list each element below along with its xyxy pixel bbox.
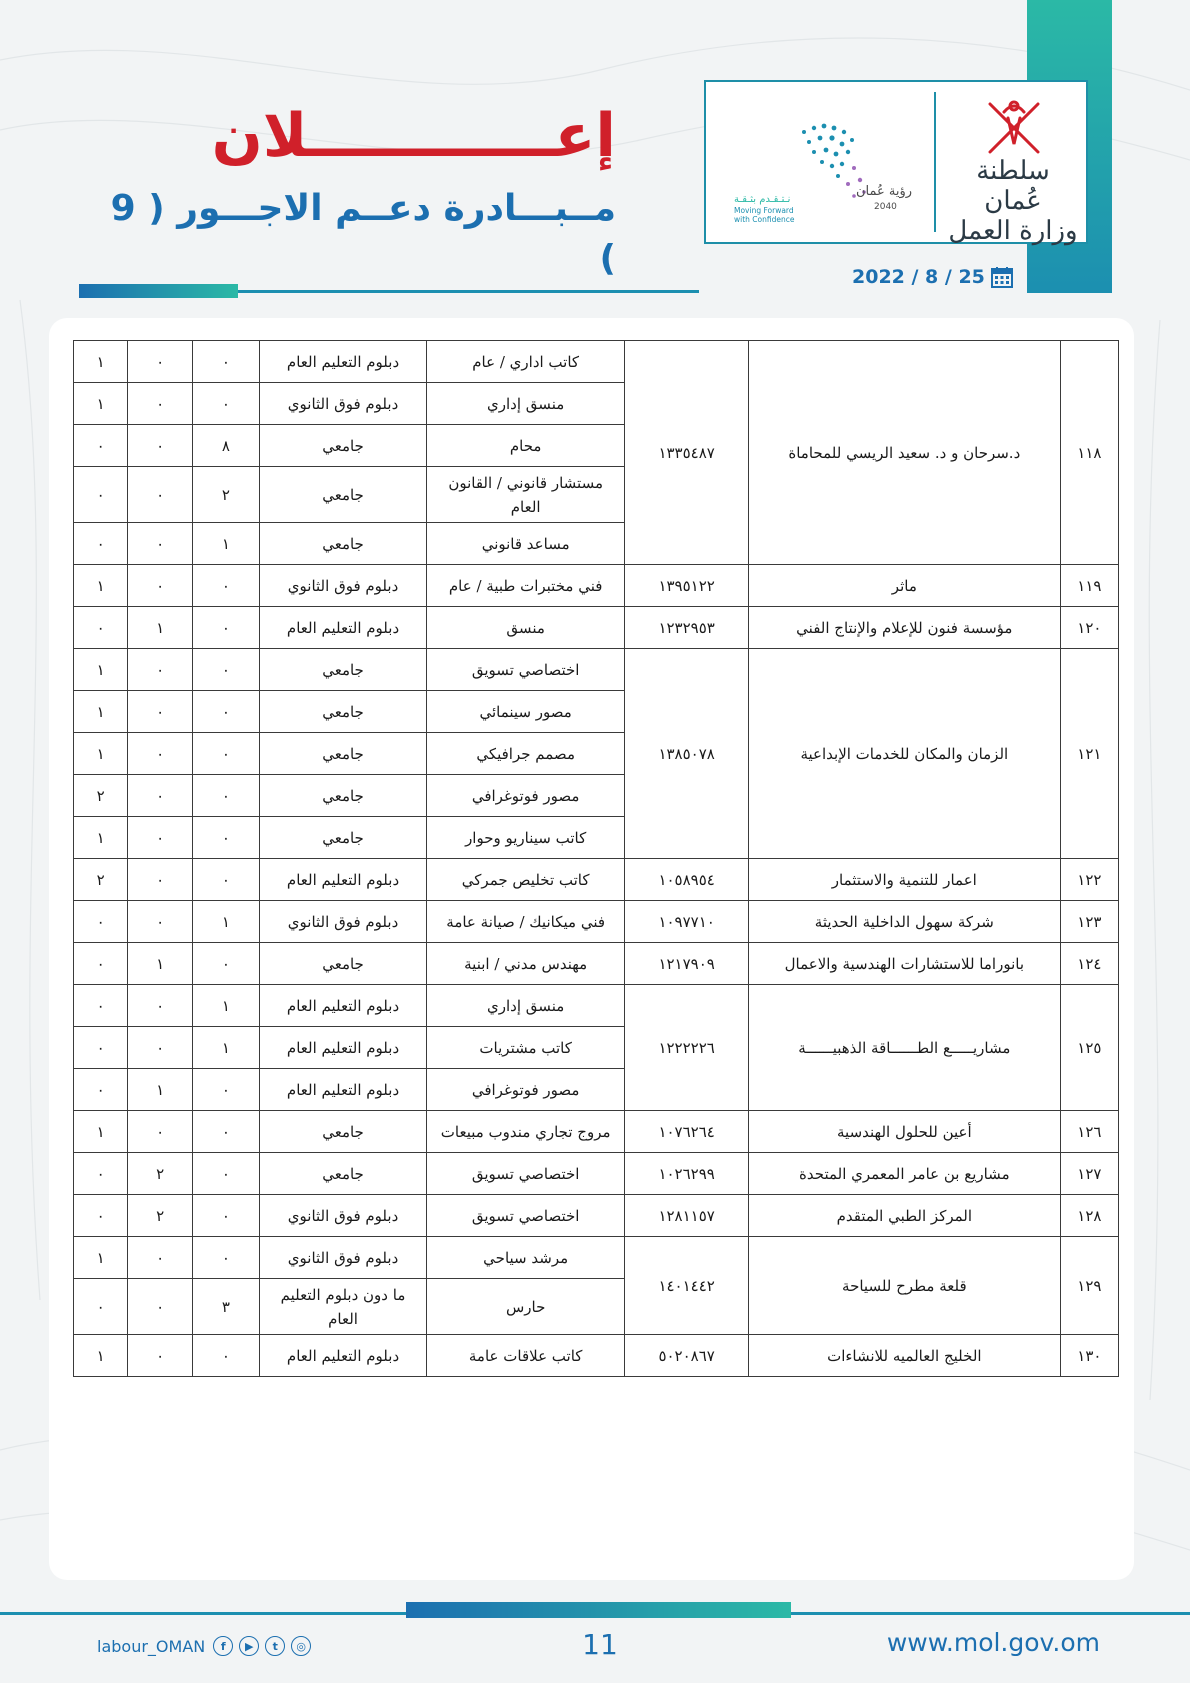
table-row	[74, 943, 1119, 985]
cell-count-a: ٠	[192, 943, 259, 985]
cell-job-title: فني ميكانيك / صيانة عامة	[426, 901, 624, 943]
cell-job-title: منسق	[426, 607, 624, 649]
cell-job-title: كاتب سيناريو وحوار	[426, 817, 624, 859]
ministry-name-line2: وزارة العمل	[948, 216, 1078, 246]
cell-qualification: جامعي	[260, 943, 427, 985]
cell-count-c: ١	[74, 565, 128, 607]
cell-job-title: مصور فوتوغرافي	[426, 1069, 624, 1111]
cell-serial: ١٢٤	[1060, 943, 1118, 985]
logo-divider	[934, 92, 936, 232]
cell-count-b: ٠	[128, 691, 192, 733]
cell-serial: ١٢٩	[1060, 1237, 1118, 1335]
cell-registration: ١٢٨١١٥٧	[625, 1195, 749, 1237]
facebook-icon[interactable]: f	[213, 1636, 233, 1656]
cell-count-a: ٠	[192, 775, 259, 817]
cell-company: الخليج العالميه للانشاءات	[748, 1335, 1060, 1377]
cell-company: د.سرحان و د. سعيد الريسي للمحاماة	[748, 341, 1060, 565]
cell-count-a: ٠	[192, 1069, 259, 1111]
cell-registration: ١٣٣٥٤٨٧	[625, 341, 749, 565]
page-subtitle: مــبـــادرة دعــم الاجـــور ( 9 )	[110, 188, 616, 279]
cell-count-a: ٠	[192, 565, 259, 607]
cell-serial: ١٣٠	[1060, 1335, 1118, 1377]
cell-count-b: ١	[128, 607, 192, 649]
cell-count-a: ٨	[192, 425, 259, 467]
cell-count-b: ٠	[128, 341, 192, 383]
cell-count-a: ١	[192, 1027, 259, 1069]
cell-job-title: كاتب مشتريات	[426, 1027, 624, 1069]
cell-count-b: ٠	[128, 383, 192, 425]
title-underline-accent	[79, 284, 238, 298]
youtube-icon[interactable]: ▶	[239, 1636, 259, 1656]
cell-qualification: دبلوم فوق الثانوي	[260, 565, 427, 607]
cell-job-title: مرشد سياحي	[426, 1237, 624, 1279]
cell-company: شركة سهول الداخلية الحديثة	[748, 901, 1060, 943]
page-title: إعــــــــــــلان	[211, 101, 616, 171]
cell-serial: ١٢٣	[1060, 901, 1118, 943]
cell-count-c: ١	[74, 1111, 128, 1153]
moving-forward-ar: نـتـقـدم بثـقـة	[734, 194, 791, 205]
cell-qualification: دبلوم التعليم العام	[260, 341, 427, 383]
cell-job-title: فني مختبرات طبية / عام	[426, 565, 624, 607]
cell-qualification: جامعي	[260, 1153, 427, 1195]
moving-forward-en	[734, 206, 794, 224]
cell-count-c: ٠	[74, 1195, 128, 1237]
cell-count-a: ٠	[192, 1335, 259, 1377]
cell-qualification: جامعي	[260, 425, 427, 467]
table-row	[74, 1153, 1119, 1195]
table-row	[74, 985, 1119, 1027]
cell-count-b: ١	[128, 1069, 192, 1111]
cell-serial: ١٢٥	[1060, 985, 1118, 1111]
cell-count-a: ٠	[192, 1237, 259, 1279]
cell-count-c: ٠	[74, 467, 128, 523]
cell-company: اعمار للتنمية والاستثمار	[748, 859, 1060, 901]
cell-serial: ١٢٢	[1060, 859, 1118, 901]
cell-job-title: مروج تجاري مندوب مبيعات	[426, 1111, 624, 1153]
calendar-icon	[991, 266, 1013, 288]
cell-job-title: مصور سينمائي	[426, 691, 624, 733]
cell-count-c: ١	[74, 649, 128, 691]
page-number: 11	[582, 1628, 618, 1661]
cell-qualification: دبلوم التعليم العام	[260, 1069, 427, 1111]
instagram-icon[interactable]: ◎	[291, 1636, 311, 1656]
cell-registration: ١٢١٧٩٠٩	[625, 943, 749, 985]
cell-company: مؤسسة فنون للإعلام والإنتاج الفني	[748, 607, 1060, 649]
cell-job-title: منسق إداري	[426, 985, 624, 1027]
cell-count-a: ١	[192, 901, 259, 943]
vision-text: رؤية عُمان	[856, 184, 913, 199]
cell-qualification: جامعي	[260, 733, 427, 775]
cell-qualification: دبلوم فوق الثانوي	[260, 1237, 427, 1279]
cell-serial: ١١٨	[1060, 341, 1118, 565]
cell-qualification: دبلوم التعليم العام	[260, 1335, 427, 1377]
cell-count-b: ١	[128, 943, 192, 985]
cell-count-c: ٠	[74, 1069, 128, 1111]
cell-count-c: ٠	[74, 1027, 128, 1069]
cell-job-title: اختصاصي تسويق	[426, 1153, 624, 1195]
cell-job-title: حارس	[426, 1279, 624, 1335]
cell-count-a: ٠	[192, 817, 259, 859]
table-row	[74, 1237, 1119, 1279]
cell-count-b: ٠	[128, 733, 192, 775]
ministry-logo-box	[704, 80, 1088, 244]
date-text: 2022 / 8 / 25	[852, 266, 985, 288]
cell-count-b: ٠	[128, 649, 192, 691]
cell-count-b: ٢	[128, 1195, 192, 1237]
cell-qualification: دبلوم التعليم العام	[260, 859, 427, 901]
cell-count-c: ١	[74, 817, 128, 859]
cell-count-b: ٠	[128, 425, 192, 467]
cell-qualification: دبلوم التعليم العام	[260, 607, 427, 649]
cell-registration: ٥٠٢٠٨٦٧	[625, 1335, 749, 1377]
cell-count-c: ٠	[74, 901, 128, 943]
cell-qualification: دبلوم فوق الثانوي	[260, 383, 427, 425]
table-row	[74, 649, 1119, 691]
twitter-icon[interactable]: t	[265, 1636, 285, 1656]
cell-count-b: ٠	[128, 859, 192, 901]
social-handle[interactable]: labour_OMAN	[97, 1636, 206, 1656]
cell-count-a: ٠	[192, 859, 259, 901]
cell-company: مشاريـــــع الطــــــاقة الذهبيــــــة	[748, 985, 1060, 1111]
cell-count-c: ٠	[74, 1153, 128, 1195]
cell-qualification: دبلوم التعليم العام	[260, 1027, 427, 1069]
cell-qualification: جامعي	[260, 817, 427, 859]
cell-company: ماثر	[748, 565, 1060, 607]
table-row	[74, 901, 1119, 943]
cell-registration: ١٠٢٦٢٩٩	[625, 1153, 749, 1195]
cell-count-b: ٠	[128, 523, 192, 565]
cell-count-b: ٠	[128, 1335, 192, 1377]
cell-count-c: ٠	[74, 607, 128, 649]
cell-count-a: ٠	[192, 1195, 259, 1237]
vacancies-table	[73, 340, 1119, 1377]
vision-year: 2040	[874, 202, 897, 212]
cell-count-b: ٠	[128, 775, 192, 817]
cell-registration: ١٢٣٢٩٥٣	[625, 607, 749, 649]
cell-count-c: ١	[74, 341, 128, 383]
cell-qualification: جامعي	[260, 1111, 427, 1153]
cell-company: أعين للحلول الهندسية	[748, 1111, 1060, 1153]
cell-job-title: منسق إداري	[426, 383, 624, 425]
cell-registration: ١٢٢٢٢٢٦	[625, 985, 749, 1111]
cell-count-b: ٠	[128, 1027, 192, 1069]
footer-accent-bar	[406, 1602, 791, 1618]
cell-serial: ١٢٨	[1060, 1195, 1118, 1237]
cell-qualification: دبلوم التعليم العام	[260, 985, 427, 1027]
cell-registration: ١٠٥٨٩٥٤	[625, 859, 749, 901]
cell-count-b: ٠	[128, 1279, 192, 1335]
moving-forward-en-line2: with Confidence	[734, 215, 795, 224]
cell-job-title: اختصاصي تسويق	[426, 649, 624, 691]
cell-job-title: كاتب تخليص جمركي	[426, 859, 624, 901]
cell-count-b: ٢	[128, 1153, 192, 1195]
cell-job-title: اختصاصي تسويق	[426, 1195, 624, 1237]
table-row	[74, 859, 1119, 901]
cell-serial: ١١٩	[1060, 565, 1118, 607]
cell-company: الزمان والمكان للخدمات الإبداعية	[748, 649, 1060, 859]
cell-count-c: ١	[74, 691, 128, 733]
ministry-name-line1: سلطنة عُمان	[976, 156, 1050, 216]
cell-count-a: ١	[192, 985, 259, 1027]
cell-count-a: ٠	[192, 607, 259, 649]
cell-count-b: ٠	[128, 817, 192, 859]
website-link[interactable]: www.mol.gov.om	[886, 1628, 1100, 1657]
cell-qualification: دبلوم فوق الثانوي	[260, 901, 427, 943]
cell-registration: ١٠٧٦٢٦٤	[625, 1111, 749, 1153]
cell-job-title: كاتب اداري / عام	[426, 341, 624, 383]
cell-serial: ١٢٦	[1060, 1111, 1118, 1153]
oman-emblem-icon	[978, 94, 1050, 160]
cell-job-title: مهندس مدني / ابنية	[426, 943, 624, 985]
cell-count-b: ٠	[128, 467, 192, 523]
cell-job-title: كاتب علاقات عامة	[426, 1335, 624, 1377]
cell-count-a: ٠	[192, 1111, 259, 1153]
cell-qualification: جامعي	[260, 649, 427, 691]
table-row	[74, 1195, 1119, 1237]
cell-count-c: ١	[74, 1237, 128, 1279]
cell-count-c: ١	[74, 383, 128, 425]
cell-count-c: ١	[74, 1335, 128, 1377]
cell-company: المركز الطبي المتقدم	[748, 1195, 1060, 1237]
cell-job-title: مستشار قانوني / القانون العام	[426, 467, 624, 523]
cell-registration: ١٣٩٥١٢٢	[625, 565, 749, 607]
cell-count-c: ٠	[74, 943, 128, 985]
cell-company: بانوراما للاستشارات الهندسية والاعمال	[748, 943, 1060, 985]
cell-qualification: جامعي	[260, 775, 427, 817]
cell-count-c: ٠	[74, 523, 128, 565]
cell-serial: ١٢٧	[1060, 1153, 1118, 1195]
table-row	[74, 341, 1119, 383]
cell-company: قلعة مطرح للسياحة	[748, 1237, 1060, 1335]
cell-job-title: مساعد قانوني	[426, 523, 624, 565]
cell-count-a: ٠	[192, 649, 259, 691]
cell-registration: ١٤٠١٤٤٢	[625, 1237, 749, 1335]
cell-job-title: مصمم جرافيكي	[426, 733, 624, 775]
cell-count-b: ٠	[128, 1237, 192, 1279]
cell-count-c: ٢	[74, 775, 128, 817]
cell-count-c: ٠	[74, 985, 128, 1027]
cell-serial: ١٢١	[1060, 649, 1118, 859]
cell-count-a: ٠	[192, 341, 259, 383]
cell-job-title: مصور فوتوغرافي	[426, 775, 624, 817]
cell-count-a: ٣	[192, 1279, 259, 1335]
cell-count-c: ٢	[74, 859, 128, 901]
announcement-date	[852, 264, 1013, 290]
cell-count-a: ٠	[192, 1153, 259, 1195]
social-links	[97, 1636, 311, 1656]
cell-qualification: جامعي	[260, 691, 427, 733]
table-row	[74, 607, 1119, 649]
cell-qualification: جامعي	[260, 467, 427, 523]
cell-count-b: ٠	[128, 565, 192, 607]
cell-serial: ١٢٠	[1060, 607, 1118, 649]
ministry-name	[946, 156, 1080, 246]
cell-count-a: ١	[192, 523, 259, 565]
cell-registration: ١٠٩٧٧١٠	[625, 901, 749, 943]
table-row	[74, 565, 1119, 607]
cell-count-a: ٢	[192, 467, 259, 523]
cell-company: مشاريع بن عامر المعمري المتحدة	[748, 1153, 1060, 1195]
table-row	[74, 1111, 1119, 1153]
moving-forward-en-line1: Moving Forward	[734, 206, 794, 215]
cell-count-c: ٠	[74, 425, 128, 467]
cell-qualification: دبلوم فوق الثانوي	[260, 1195, 427, 1237]
cell-count-a: ٠	[192, 383, 259, 425]
cell-registration: ١٣٨٥٠٧٨	[625, 649, 749, 859]
cell-count-b: ٠	[128, 1111, 192, 1153]
cell-qualification: جامعي	[260, 523, 427, 565]
cell-count-a: ٠	[192, 691, 259, 733]
cell-count-c: ٠	[74, 1279, 128, 1335]
cell-count-a: ٠	[192, 733, 259, 775]
title-underline	[238, 290, 699, 293]
cell-job-title: محام	[426, 425, 624, 467]
table-row	[74, 1335, 1119, 1377]
cell-count-b: ٠	[128, 985, 192, 1027]
cell-count-b: ٠	[128, 901, 192, 943]
cell-qualification: ما دون دبلوم التعليم العام	[260, 1279, 427, 1335]
cell-count-c: ١	[74, 733, 128, 775]
